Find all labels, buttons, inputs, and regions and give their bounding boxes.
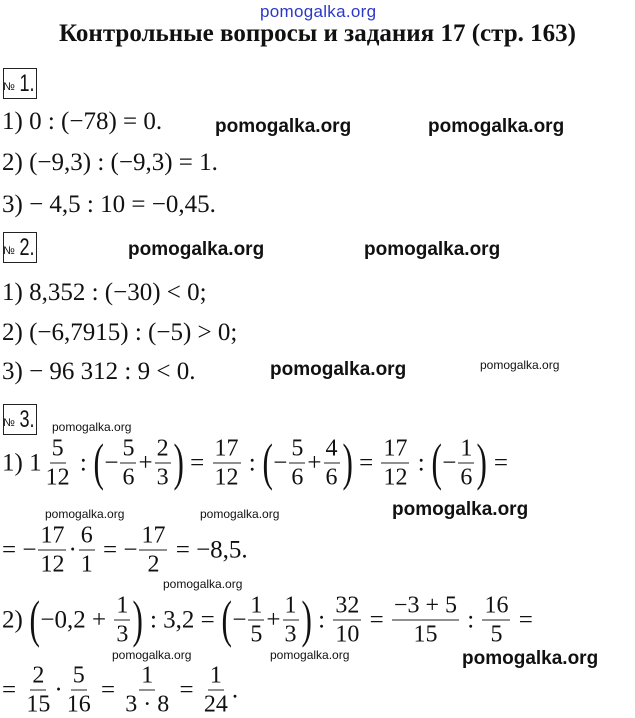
big-paren: ) xyxy=(300,591,312,648)
math-text: = xyxy=(2,676,23,703)
denominator: 24 xyxy=(203,691,228,718)
numerator: 17 xyxy=(383,435,408,462)
denominator: 3 xyxy=(284,621,297,648)
denominator: 3 xyxy=(156,464,169,491)
numerator: 16 xyxy=(484,592,509,619)
numerator: 17 xyxy=(141,522,166,549)
fraction xyxy=(482,593,510,648)
task-number-1 xyxy=(3,68,37,99)
fraction xyxy=(283,593,299,648)
denominator: 12 xyxy=(214,464,239,491)
numerator: 32 xyxy=(335,592,360,619)
watermark: pomogalka.org xyxy=(462,648,599,669)
solution-line xyxy=(2,593,533,648)
numerator: 1 xyxy=(116,592,129,619)
fraction xyxy=(458,436,474,491)
numerator: 1 xyxy=(284,592,297,619)
watermark: pomogalka.org xyxy=(480,358,560,372)
numerator: 1 xyxy=(141,662,154,689)
number-sign: № xyxy=(3,417,15,429)
fraction xyxy=(289,436,305,491)
watermark: pomogalka.org xyxy=(364,239,501,260)
fraction xyxy=(24,663,52,718)
math-text: = xyxy=(173,676,200,703)
denominator: 5 xyxy=(250,621,263,648)
math-text: 2) xyxy=(2,606,30,633)
math-text: − xyxy=(273,449,288,476)
denominator: 3 xyxy=(116,621,129,648)
denominator: 6 xyxy=(291,464,304,491)
big-paren: ( xyxy=(29,591,40,648)
math-text: = xyxy=(487,449,509,476)
numerator: 1 xyxy=(250,592,263,619)
solution-line xyxy=(2,319,237,347)
math-text: : xyxy=(311,606,332,633)
numerator: 5 xyxy=(122,435,135,462)
math-text: · xyxy=(54,676,63,703)
big-paren: ( xyxy=(262,434,273,491)
numerator: 17 xyxy=(40,522,65,549)
math-text: : 3,2 = xyxy=(143,606,221,633)
math-text: − xyxy=(104,449,119,476)
fraction xyxy=(139,523,167,578)
fraction xyxy=(202,663,230,718)
number-sign: № xyxy=(3,81,15,93)
numerator: 1 xyxy=(209,662,222,689)
numerator: 5 xyxy=(51,435,64,462)
big-paren: ) xyxy=(132,591,144,648)
math-text: 1) 8,352 : (−30) < 0; xyxy=(2,279,207,306)
math-text: : xyxy=(461,606,481,633)
fraction xyxy=(44,436,72,491)
denominator: 3 · 8 xyxy=(125,691,170,718)
denominator: 6 xyxy=(122,464,135,491)
solution-line xyxy=(2,279,207,307)
fraction xyxy=(248,593,264,648)
denominator: 16 xyxy=(66,691,91,718)
big-paren: ( xyxy=(93,434,104,491)
page-title: Контрольные вопросы и задания 17 (стр. 163) xyxy=(59,20,576,47)
task-number-label: 1. xyxy=(19,70,35,97)
math-text: − xyxy=(442,449,457,476)
fraction xyxy=(333,593,361,648)
math-text: · xyxy=(68,536,77,563)
watermark: pomogalka.org xyxy=(163,577,243,591)
watermark: pomogalka.org xyxy=(52,420,132,434)
math-text: −0,2 + xyxy=(40,606,113,633)
math-text: − xyxy=(232,606,247,633)
task-number-3 xyxy=(3,404,37,435)
math-text: = xyxy=(183,449,211,476)
solution-line xyxy=(2,663,238,718)
denominator: 12 xyxy=(383,464,408,491)
math-text: + xyxy=(307,449,322,476)
math-text: = xyxy=(363,606,390,633)
math-text: : xyxy=(73,449,94,476)
denominator: 12 xyxy=(45,464,70,491)
big-paren: ) xyxy=(476,434,488,491)
solution-line xyxy=(2,358,195,386)
solution-line xyxy=(2,108,162,136)
number-sign: № xyxy=(3,245,15,257)
watermark: pomogalka.org xyxy=(112,648,192,662)
numerator: 2 xyxy=(32,662,45,689)
math-text: 2) (−6,7915) : (−5) > 0; xyxy=(2,319,238,346)
numerator: −3 + 5 xyxy=(393,592,457,619)
math-text: = xyxy=(352,449,380,476)
watermark: pomogalka.org xyxy=(270,648,350,662)
watermark-top: pomogalka.org xyxy=(260,2,377,21)
math-text: = − xyxy=(2,536,37,563)
math-text: = xyxy=(512,606,533,633)
fraction xyxy=(381,436,409,491)
fraction xyxy=(120,436,136,491)
math-text: + xyxy=(266,606,281,633)
numerator: 4 xyxy=(325,435,338,462)
denominator: 15 xyxy=(26,691,51,718)
math-text: = xyxy=(94,676,122,703)
math-text: 2) (−9,3) : (−9,3) = 1. xyxy=(2,149,218,176)
fraction xyxy=(38,523,66,578)
big-paren: ( xyxy=(221,591,232,648)
watermark: pomogalka.org xyxy=(270,359,407,380)
fraction xyxy=(392,593,459,648)
fraction xyxy=(155,436,171,491)
numerator: 2 xyxy=(156,435,169,462)
numerator: 17 xyxy=(214,435,239,462)
denominator: 2 xyxy=(147,551,160,578)
solution-line xyxy=(2,191,216,219)
fraction xyxy=(114,593,130,648)
numerator: 1 xyxy=(460,435,473,462)
math-text: 3) − 96 312 : 9 < 0. xyxy=(2,358,196,385)
math-text: + xyxy=(138,449,153,476)
denominator: 1 xyxy=(80,551,93,578)
solution-line xyxy=(2,523,248,578)
fraction xyxy=(123,663,171,718)
denominator: 12 xyxy=(40,551,65,578)
solution-line xyxy=(2,436,508,491)
math-text: 1) 0 : (−78) = 0. xyxy=(2,108,163,135)
fraction xyxy=(213,436,241,491)
solution-line xyxy=(2,149,218,177)
math-text: 3) − 4,5 : 10 = −0,45. xyxy=(2,191,216,218)
watermark: pomogalka.org xyxy=(45,507,125,521)
denominator: 6 xyxy=(325,464,338,491)
big-paren: ) xyxy=(173,434,184,491)
denominator: 6 xyxy=(460,464,473,491)
task-number-2 xyxy=(3,232,37,263)
numerator: 6 xyxy=(80,522,93,549)
denominator: 15 xyxy=(413,621,438,648)
numerator: 5 xyxy=(72,662,85,689)
watermark: pomogalka.org xyxy=(428,116,565,137)
watermark: pomogalka.org xyxy=(128,239,265,260)
math-text: . xyxy=(231,676,239,703)
fraction xyxy=(65,663,93,718)
watermark: pomogalka.org xyxy=(215,116,352,137)
denominator: 10 xyxy=(335,621,360,648)
fraction xyxy=(324,436,340,491)
numerator: 5 xyxy=(291,435,304,462)
math-text: : xyxy=(242,449,262,476)
task-number-label: 2. xyxy=(19,234,35,261)
math-text: : xyxy=(411,449,431,476)
big-paren: ) xyxy=(341,434,353,491)
math-text: 1) 1 xyxy=(2,449,42,476)
watermark: pomogalka.org xyxy=(200,507,280,521)
fraction xyxy=(79,523,95,578)
math-text: = −8,5. xyxy=(169,536,248,563)
math-text: = − xyxy=(96,536,138,563)
big-paren: ( xyxy=(431,434,442,491)
task-number-label: 3. xyxy=(19,406,35,433)
watermark: pomogalka.org xyxy=(392,499,529,520)
denominator: 5 xyxy=(490,621,503,648)
